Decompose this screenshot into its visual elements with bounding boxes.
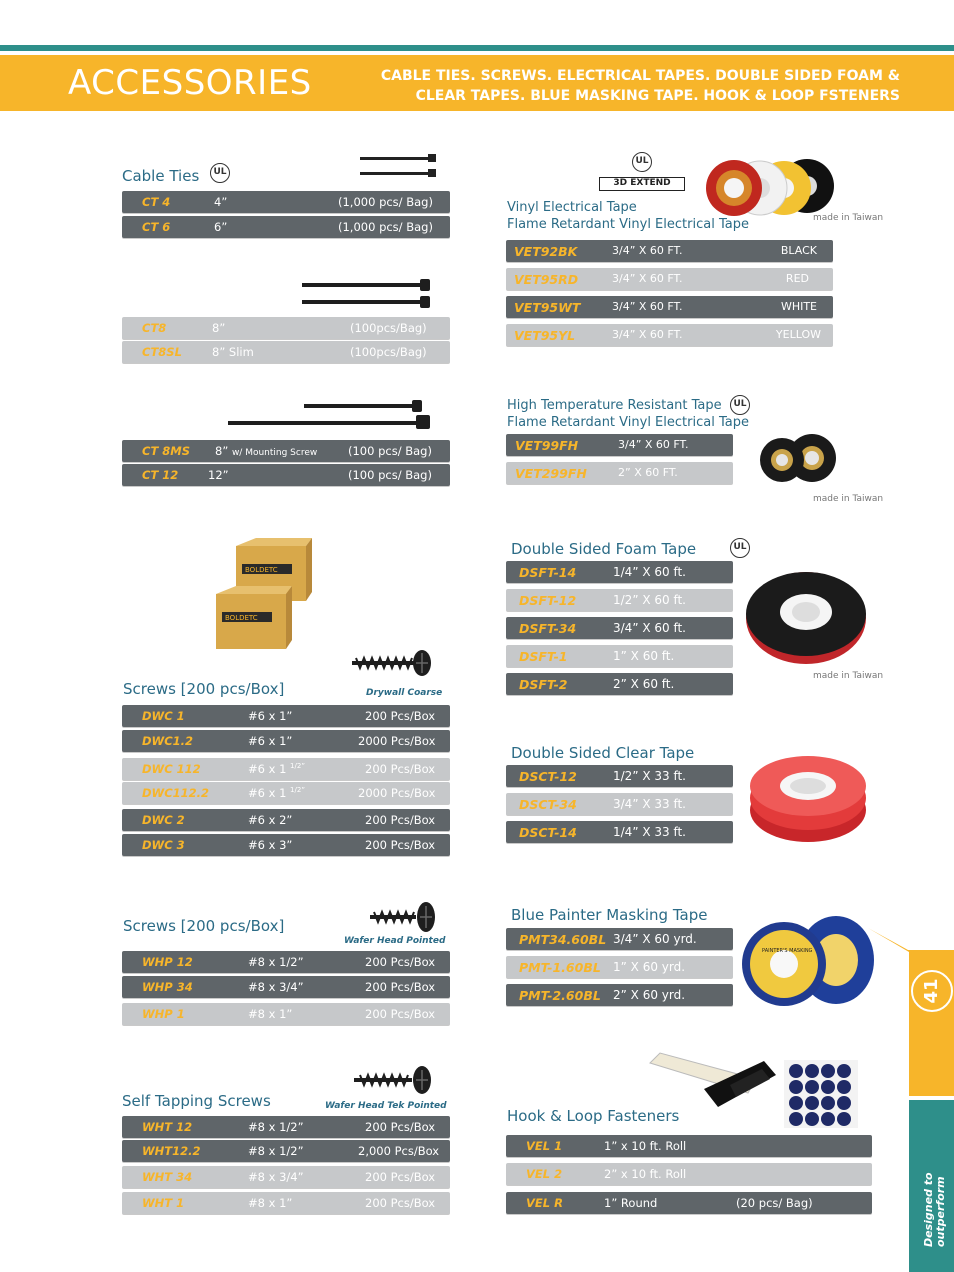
page-number: 41 xyxy=(911,970,953,1012)
table-row: VET95WT 3/4” X 60 FT. WHITE xyxy=(506,296,833,318)
svg-text:PAINTER'S MASKING: PAINTER'S MASKING xyxy=(762,948,813,954)
self-tapping-title: Self Tapping Screws xyxy=(122,1092,271,1110)
table-row: DSFT-34 3/4” X 60 ft. xyxy=(506,617,733,639)
header-rule xyxy=(0,45,954,51)
wafer-screw-icon xyxy=(366,900,440,934)
drywall-screw-icon xyxy=(346,648,436,678)
table-row: DWC1.2 #6 x 1” 2000 Pcs/Box xyxy=(122,730,450,752)
table-row: PMT34.60BL 3/4” X 60 yrd. xyxy=(506,928,733,950)
table-row: VEL R 1” Round (20 pcs/ Bag) xyxy=(506,1192,872,1214)
foam-tape-image xyxy=(744,570,870,666)
table-row: WHP 34 #8 x 3/4” 200 Pcs/Box xyxy=(122,976,450,998)
hook-loop-dots-image xyxy=(784,1060,858,1128)
table-row: DSFT-2 2” X 60 ft. xyxy=(506,673,733,695)
wafer-screws-title: Screws [200 pcs/Box] xyxy=(123,917,285,935)
table-row: DSFT-1 1” X 60 ft. xyxy=(506,645,733,667)
brand-logo: 3D EXTEND xyxy=(599,177,685,191)
table-row: PMT-1.60BL 1” X 60 yrd. xyxy=(506,956,733,978)
origin-note: made in Taiwan xyxy=(813,671,884,681)
table-row: CT8 8” (100pcs/Bag) xyxy=(122,317,450,339)
cable-tie-short-icon xyxy=(356,152,440,180)
sidebar-tab xyxy=(868,928,954,1098)
table-row: VET99FH 3/4” X 60 FT. xyxy=(506,434,733,456)
drywall-caption: Drywall Coarse xyxy=(366,688,443,698)
table-row: DSCT-14 1/4” X 33 ft. xyxy=(506,821,733,843)
ul-mark-icon: UL xyxy=(730,538,750,558)
page-title: ACCESSORIES xyxy=(68,63,312,103)
table-row: DWC 3 #6 x 3” 200 Pcs/Box xyxy=(122,834,450,856)
drywall-screws-title: Screws [200 pcs/Box] xyxy=(123,680,285,698)
table-row: DSCT-34 3/4” X 33 ft. xyxy=(506,793,733,815)
table-row: VEL 1 1” x 10 ft. Roll xyxy=(506,1135,872,1157)
table-row: DSFT-14 1/4” X 60 ft. xyxy=(506,561,733,583)
table-row: CT 4 4” (1,000 pcs/ Bag) xyxy=(122,191,450,213)
table-row: WHP 12 #8 x 1/2” 200 Pcs/Box xyxy=(122,951,450,973)
table-row: DSFT-12 1/2” X 60 ft. xyxy=(506,589,733,611)
table-row: CT8SL 8” Slim (100pcs/Bag) xyxy=(122,341,450,363)
masking-tape-image xyxy=(740,912,876,1008)
clear-tape-image xyxy=(744,752,870,844)
svg-text:BOLDETC: BOLDETC xyxy=(225,614,258,622)
high-temp-tape-image xyxy=(756,430,838,486)
svg-text:BOLDETC: BOLDETC xyxy=(245,566,278,574)
cable-tie-long-icon xyxy=(224,399,440,433)
table-row: DWC 2 #6 x 2” 200 Pcs/Box xyxy=(122,809,450,831)
table-row: VEL 2 2” x 10 ft. Roll xyxy=(506,1163,872,1185)
cable-tie-medium-icon xyxy=(296,278,436,312)
table-row: CT 8MS 8” w/ Mounting Screw (100 pcs/ Bag) xyxy=(122,440,450,462)
table-row: WHT12.2 #8 x 1/2” 2,000 Pcs/Box xyxy=(122,1140,450,1162)
table-row: VET299FH 2” X 60 FT. xyxy=(506,462,733,484)
header-banner xyxy=(0,55,954,111)
table-row: VET92BK 3/4” X 60 FT. BLACK xyxy=(506,240,833,262)
table-row: WHT 34 #8 x 3/4” 200 Pcs/Box xyxy=(122,1166,450,1188)
clear-tape-title: Double Sided Clear Tape xyxy=(511,744,695,762)
masking-tape-title: Blue Painter Masking Tape xyxy=(511,906,708,924)
wafer-caption: Wafer Head Pointed xyxy=(344,936,446,946)
table-row: PMT-2.60BL 2” X 60 yrd. xyxy=(506,984,733,1006)
origin-note: made in Taiwan xyxy=(813,494,884,504)
vinyl-title: Vinyl Electrical Tape Flame Retardant Vinyl Electrical Tape xyxy=(507,200,749,232)
cable-ties-title: Cable Ties xyxy=(122,167,200,185)
foam-tape-title: Double Sided Foam Tape xyxy=(511,540,697,558)
table-row: DWC 112 #6 x 1 $^{1/2”}$ 200 Pcs/Box xyxy=(122,758,450,780)
table-row: VET95YL 3/4” X 60 FT. YELLOW xyxy=(506,324,833,346)
tagline: Designed to outperform xyxy=(922,1172,947,1247)
page-subtitle: CABLE TIES. SCREWS. ELECTRICAL TAPES. DOUBLE SIDED FOAM & CLEAR TAPES. BLUE MASKING TAPE. HOOK & LOOP FSTENERS xyxy=(380,68,900,104)
tek-caption: Wafer Head Tek Pointed xyxy=(325,1101,447,1111)
tek-screw-icon xyxy=(350,1064,434,1096)
high-temp-title: High Temperature Resistant Tape Flame Retardant Vinyl Electrical Tape xyxy=(507,398,749,430)
ul-mark-icon: UL xyxy=(632,152,652,172)
table-row: WHP 1 #8 x 1” 200 Pcs/Box xyxy=(122,1003,450,1025)
table-row: WHT 12 #8 x 1/2” 200 Pcs/Box xyxy=(122,1116,450,1138)
table-row: CT 6 6” (1,000 pcs/ Bag) xyxy=(122,216,450,238)
origin-note: made in Taiwan xyxy=(813,213,884,223)
table-row: DWC 1 #6 x 1” 200 Pcs/Box xyxy=(122,705,450,727)
table-row: VET95RD 3/4” X 60 FT. RED xyxy=(506,268,833,290)
screw-box-image xyxy=(212,536,312,656)
table-row: DSCT-12 1/2” X 33 ft. xyxy=(506,765,733,787)
table-row: CT 12 12” (100 pcs/ Bag) xyxy=(122,464,450,486)
table-row: WHT 1 #8 x 1” 200 Pcs/Box xyxy=(122,1192,450,1214)
hook-loop-title: Hook & Loop Fasteners xyxy=(507,1107,680,1125)
ul-mark-icon: UL xyxy=(730,395,750,415)
table-row: DWC112.2 #6 x 1 $^{1/2”}$ 2000 Pcs/Box xyxy=(122,782,450,804)
ul-mark-icon: UL xyxy=(210,163,230,183)
